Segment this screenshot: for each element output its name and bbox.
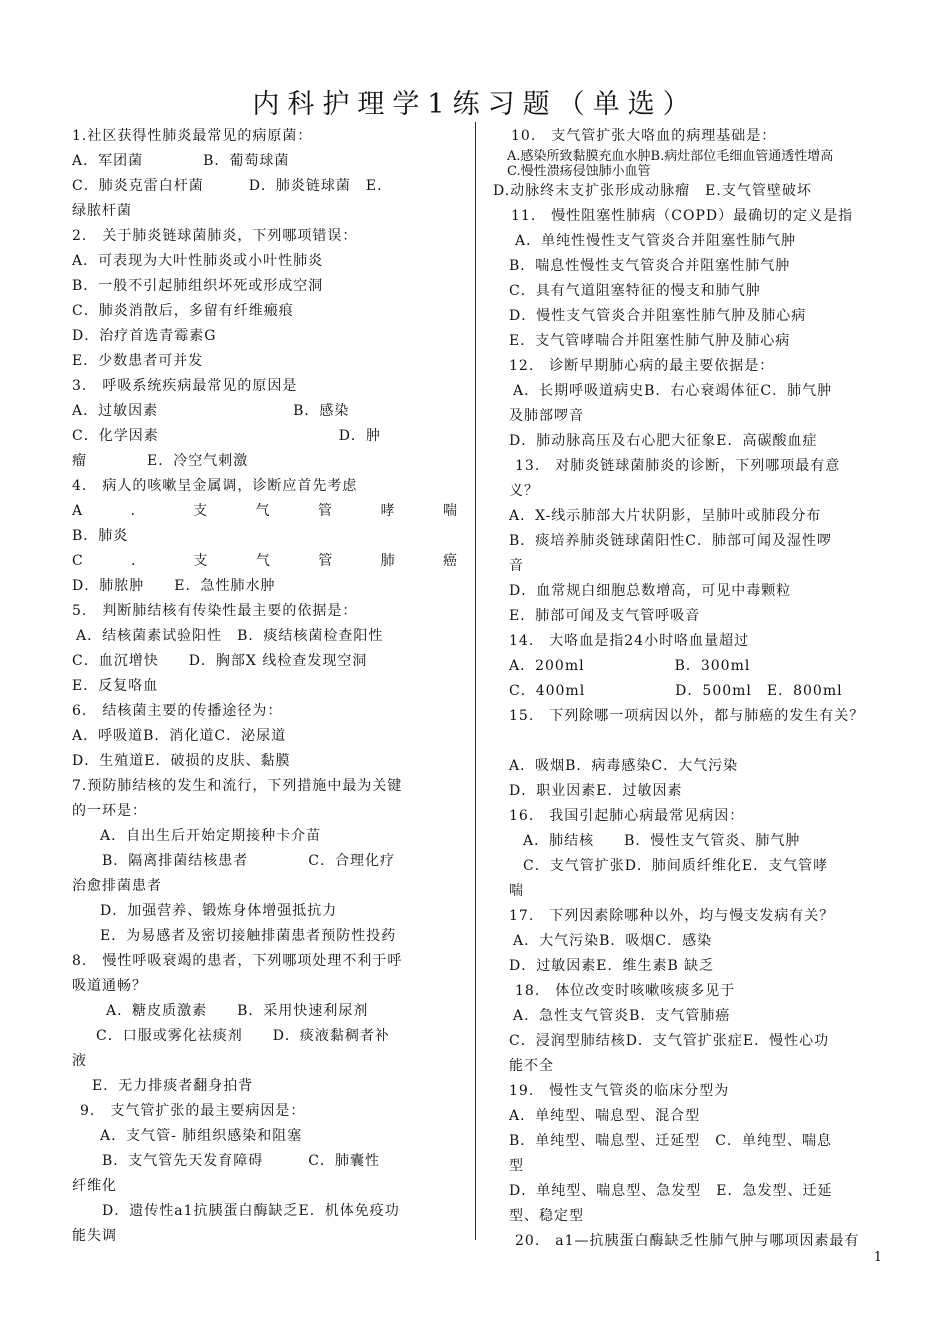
text-fragment: ． (130, 503, 146, 519)
text-line: D.动脉终末支扩张形成动脉瘤 E.支气管壁破坏 (493, 183, 812, 199)
text-line: E．少数患者可并发 (72, 353, 204, 369)
text-line: C．肺炎克雷白杆菌 D．肺炎链球菌 E． (72, 178, 393, 194)
text-line: B．一般不引起肺组织坏死或形成空洞 (72, 278, 324, 294)
page-number: 1 (873, 1250, 882, 1265)
text-line: B．隔离排菌结核患者 C．合理化疗 (102, 853, 395, 869)
text-line: D．肺脓肿 E．急性肺水肿 (72, 578, 276, 594)
text-line: D．生殖道E．破损的皮肤、黏膜 (72, 753, 291, 769)
text-line: A．大气污染B．吸烟C．感染 (513, 933, 713, 949)
text-line: 义？ (509, 483, 539, 499)
text-line: 12. 诊断早期肺心病的最主要依据是： (509, 358, 775, 374)
text-line: 10. 支气管扩张大咯血的病理基础是： (511, 128, 777, 144)
column-divider (475, 122, 476, 1240)
text-line: E．反复咯血 (72, 678, 159, 694)
text-line: C．400ml D．500ml E．800ml (509, 683, 843, 699)
text-line: B．单纯型、喘息型、迁延型 C．单纯型、喘息 (509, 1133, 832, 1149)
text-line: A．自出生后开始定期接种卡介苗 (100, 828, 322, 844)
text-line: A．糖皮质激素 B．采用快速利尿剂 (106, 1003, 369, 1019)
text-line: C．口服或雾化祛痰剂 D．痰液黏稠者补 (96, 1028, 390, 1044)
text-line: 吸道通畅？ (72, 978, 147, 994)
text-fragment: 肺 (380, 553, 396, 569)
text-line: 的一环是： (72, 803, 147, 819)
text-line: 16. 我国引起肺心病最常见病因： (509, 808, 745, 824)
text-line: 能失调 (72, 1228, 117, 1244)
text-line: B．肺炎 (72, 528, 129, 544)
text-fragment: 管 (318, 503, 333, 519)
text-line: 音 (509, 558, 524, 574)
right-column (493, 124, 878, 1254)
text-line: D．过敏因素E．维生素B 缺乏 (509, 958, 715, 974)
text-line: D．血常规白细胞总数增高，可见中毒颗粒 (509, 583, 792, 599)
text-line: E．支气管哮喘合并阻塞性肺气肿及肺心病 (509, 333, 791, 349)
text-line: D．加强营养、锻炼身体增强抵抗力 (100, 903, 338, 919)
text-line: 瘤 E．冷空气刺激 (72, 453, 249, 469)
text-line: E．为易感者及密切接触排菌患者预防性投药 (100, 928, 397, 944)
text-line: 9. 支气管扩张的最主要病因是： (80, 1103, 306, 1119)
text-line: 5. 判断肺结核有传染性最主要的依据是： (72, 603, 358, 619)
page-title: 内科护理学1练习题（单选） (252, 89, 698, 120)
text-line: 型、稳定型 (509, 1208, 584, 1224)
text-line: C．浸润型肺结核D．支气管扩张症E．慢性心功 (509, 1033, 830, 1049)
text-line: E．无力排痰者翻身拍背 (92, 1078, 254, 1094)
text-line: 18. 体位改变时咳嗽咳痰多见于 (515, 983, 736, 999)
text-line: A.感染所致黏膜充血水肿B.病灶部位毛细血管通透性增高 (507, 149, 834, 164)
text-fragment: C (72, 553, 84, 569)
text-line: 8. 慢性呼吸衰竭的患者，下列哪项处理不利于呼 (72, 953, 403, 969)
text-line: C．化学因素 D．肿 (72, 428, 381, 444)
text-line: A．支气管- 肺组织感染和阻塞 (100, 1128, 303, 1144)
text-line: 15. 下列除哪一项病因以外，都与肺癌的发生有关？ (509, 708, 865, 724)
text-line: 2. 关于肺炎链球菌肺炎，下列哪项错误： (72, 228, 358, 244)
text-line: 液 (72, 1053, 87, 1069)
text-line: A．可表现为大叶性肺炎或小叶性肺炎 (72, 253, 324, 269)
text-line: A．长期呼吸道病史B．右心衰竭体征C．肺气肿 (513, 383, 833, 399)
text-line: D．遗传性a1抗胰蛋白酶缺乏E．机体免疫功 (102, 1203, 400, 1219)
text-line: A．吸烟B．病毒感染C．大气污染 (509, 758, 739, 774)
text-line: D．肺动脉高压及右心肥大征象E．高碳酸血症 (509, 433, 818, 449)
text-line: C.慢性溃疡侵蚀肺小血管 (507, 164, 651, 179)
text-line: 11. 慢性阻塞性肺病（COPD）最确切的定义是指 (511, 208, 854, 224)
text-line: D．治疗首选青霉素G (72, 328, 217, 344)
text-line: C．血沉增快 D．胸部X 线检查发现空洞 (72, 653, 368, 669)
left-column (72, 124, 458, 1249)
text-line: A．单纯型、喘息型、混合型 (509, 1108, 701, 1124)
text-line: A．过敏因素 B．感染 (72, 403, 350, 419)
text-line: A．单纯性慢性支气管炎合并阻塞性肺气肿 (515, 233, 797, 249)
text-line: B．喘息性慢性支气管炎合并阻塞性肺气肿 (509, 258, 791, 274)
text-line: 治愈排菌患者 (72, 878, 162, 894)
text-fragment: ． (131, 553, 147, 569)
text-fragment: 支 (193, 553, 209, 569)
text-line: C．肺炎消散后，多留有纤维瘢痕 (72, 303, 294, 319)
text-fragment: 支 (193, 503, 209, 519)
text-fragment: 气 (255, 553, 271, 569)
text-line: D．职业因素E．过敏因素 (509, 783, 683, 799)
text-line: 19. 慢性支气管炎的临床分型为 (509, 1083, 730, 1099)
text-line: 绿脓杆菌 (72, 203, 132, 219)
text-line: D．慢性支气管炎合并阻塞性肺气肿及肺心病 (509, 308, 807, 324)
text-line: E．肺部可闻及支气管呼吸音 (509, 608, 701, 624)
text-line: 7.预防肺结核的发生和流行，下列措施中最为关键 (72, 778, 403, 794)
text-line: A．200ml B．300ml (509, 658, 751, 674)
text-line (72, 499, 458, 524)
text-line: 17. 下列因素除哪种以外，均与慢支发病有关？ (509, 908, 835, 924)
text-line: 6. 结核菌主要的传播途径为： (72, 703, 283, 719)
text-line: 1.社区获得性肺炎最常见的病原菌： (72, 128, 313, 144)
text-line: 13. 对肺炎链球菌肺炎的诊断，下列哪项最有意 (515, 458, 841, 474)
text-line: 3. 呼吸系统疾病最常见的原因是 (72, 378, 298, 394)
text-fragment: 气 (255, 503, 271, 519)
text-line: C．支气管扩张D．肺间质纤维化E．支气管哮 (523, 858, 829, 874)
text-fragment: 癌 (442, 553, 458, 569)
text-line (493, 729, 878, 754)
text-line: A．结核菌素试验阳性 B．痰结核菌检查阳性 (76, 628, 384, 644)
text-line: A．肺结核 B．慢性支气管炎、肺气肿 (523, 833, 801, 849)
text-line: A．军团菌 B．葡萄球菌 (72, 153, 290, 169)
text-line: 纤维化 (72, 1178, 117, 1194)
text-line: B．痰培养肺炎链球菌阳性C．肺部可闻及湿性啰 (509, 533, 832, 549)
text-line: 能不全 (509, 1058, 554, 1074)
text-line (72, 549, 458, 574)
text-line: A．呼吸道B．消化道C．泌尿道 (72, 728, 287, 744)
text-line: B．支气管先天发育障碍 C．肺囊性 (102, 1153, 380, 1169)
text-line: 型 (509, 1158, 524, 1174)
text-fragment: 喘 (442, 503, 458, 519)
text-line: A．X-线示肺部大片状阴影，呈肺叶或肺段分布 (509, 508, 822, 524)
text-fragment: 哮 (380, 503, 396, 519)
text-line: D．单纯型、喘息型、急发型 E．急发型、迁延 (509, 1183, 833, 1199)
text-fragment: A (72, 503, 84, 519)
text-line: 14. 大咯血是指24小时咯血量超过 (509, 633, 750, 649)
text-line: 及肺部啰音 (509, 408, 584, 424)
text-fragment: 管 (318, 553, 334, 569)
text-line: A．急性支气管炎B．支气管肺癌 (513, 1008, 731, 1024)
text-line: 喘 (509, 883, 524, 899)
text-line: 4. 病人的咳嗽呈金属调，诊断应首先考虑 (72, 478, 358, 494)
text-line: C．具有气道阻塞特征的慢支和肺气肿 (509, 283, 761, 299)
text-line: 20. a1—抗胰蛋白酶缺乏性肺气肿与哪项因素最有 (515, 1233, 860, 1249)
